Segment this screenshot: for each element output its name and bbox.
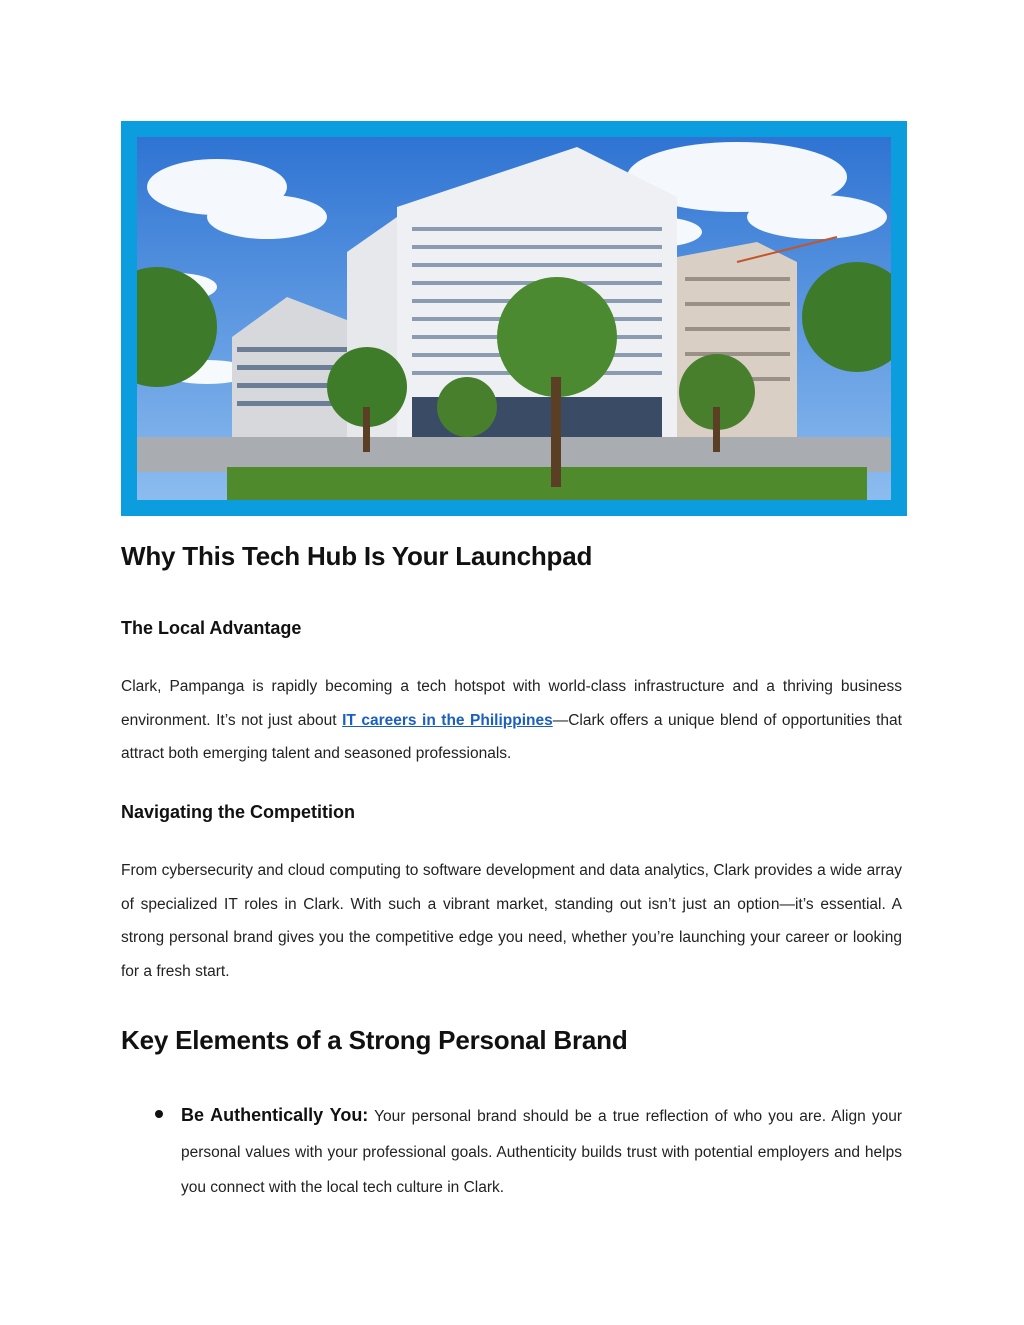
hero-image: [137, 137, 891, 500]
subheading-competition: Navigating the Competition: [121, 802, 355, 822]
it-careers-link[interactable]: IT careers in the Philippines: [342, 711, 553, 729]
list-item: [121, 1098, 902, 1206]
paragraph-text: —Clark offers a unique blend of opportunities that attract both emerging talent and seasoned professionals.: [121, 711, 902, 763]
bullet-title: Be Authentically You:: [181, 1105, 369, 1125]
paragraph-text: Clark, Pampanga is rapidly becoming a tech hotspot with world-class infrastructure and a thriving business environment. It’s not just about: [121, 678, 902, 729]
section-heading-personal-brand: Key Elements of a Strong Personal Brand: [121, 1025, 628, 1055]
paragraph-local-advantage: [121, 670, 902, 771]
grass: [227, 467, 867, 500]
hero-image-frame: [121, 121, 907, 516]
bullet-icon: [155, 1110, 163, 1118]
road: [137, 437, 891, 472]
section-heading-launchpad: Why This Tech Hub Is Your Launchpad: [121, 541, 593, 571]
paragraph-competition: From cybersecurity and cloud computing to software development and data analytics, Clark provides a wide array of specialized IT roles in Clark. With such a vibrant market, standing out isn’t just an option—it’s essential. A strong personal brand gives you the competitive edge you need, whether you’re launching your career or looking for a fresh start.: [121, 862, 902, 981]
bullet-text: [181, 1098, 902, 1206]
bullet-body: Your personal brand should be a true reflection of who you are. Align your personal values with your professional goals. Authenticity builds trust with potential employers and helps you connect with the local tech culture in Clark.: [181, 1108, 902, 1196]
subheading-local-advantage: The Local Advantage: [121, 618, 302, 638]
